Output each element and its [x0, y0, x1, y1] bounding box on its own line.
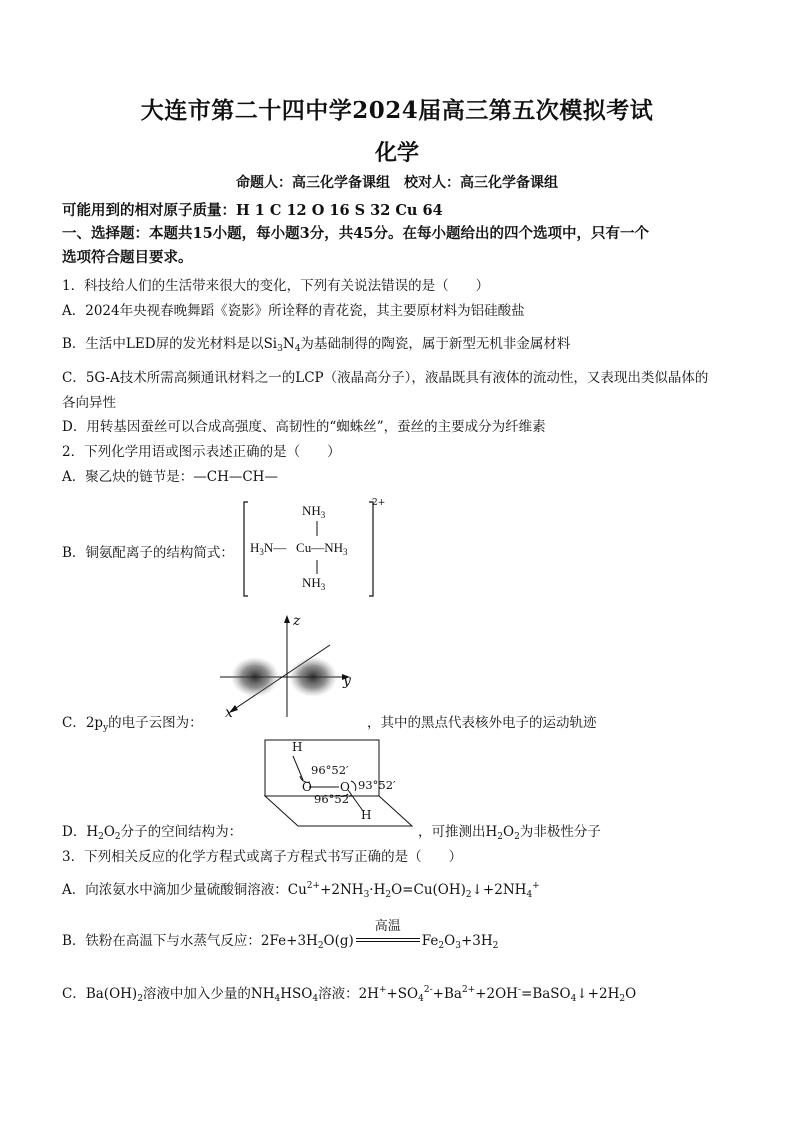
h3n-h: H — [250, 540, 260, 555]
q1-b-sub1: 3 — [277, 344, 283, 354]
angle-label-1: 96°52′ — [311, 763, 349, 777]
orbital-svg — [215, 615, 360, 725]
cu-center: Cu — [296, 540, 312, 555]
exam-title: 大连市第二十四中学2024届高三第五次模拟考试 — [140, 97, 654, 124]
copper-ammine-structure — [242, 500, 377, 598]
equals-sign — [356, 938, 420, 942]
q3-a-1: A．向浓氨水中滴加少量硫酸铜溶液：Cu — [62, 882, 307, 898]
q3-a-sup: 2+ — [306, 881, 321, 891]
q3-c-1: C．Ba(OH) — [62, 986, 138, 1002]
atomic-mass-line: 可能用到的相对原子质量：H 1 C 12 O 16 S 32 Cu 64 — [62, 202, 443, 219]
h2o2-o-right: O — [340, 780, 350, 794]
q2-option-b-label: B．铜氨配离子的结构简式： — [62, 545, 234, 561]
q2-c-sub: y — [103, 723, 109, 733]
q2-d-post: 分子的空间结构为： — [120, 824, 243, 840]
q3-option-a: A．向浓氨水中滴加少量硫酸铜溶液：$Cu^{2+}+2NH_3\cdot H_2O=Cu(OH)_2↓+2NH_4^+$ — [62, 881, 540, 900]
condition-text: 高温 — [374, 919, 401, 934]
q1-option-d: D．用转基因蚕丝可以合成高强度、高韧性的“蜘蛛丝”，蚕丝的主要成分为纤维素 — [62, 419, 546, 435]
q3-c-7: +2OH — [475, 986, 518, 1002]
h2o2-h-top: H — [292, 740, 303, 754]
axis-y-label: y — [343, 673, 351, 689]
nh3-top-text: NH — [302, 503, 321, 518]
nh3-bottom-text: NH — [302, 575, 321, 590]
q3-stem: 3．下列相关反应的化学方程式或离子方程式书写正确的是（ ） — [62, 849, 463, 865]
nh3-bottom: $NH_3$ — [302, 575, 326, 592]
q2-d-pre: D．H — [62, 824, 99, 840]
q3-c-4: 溶液：2H — [318, 986, 379, 1002]
q3-b-2: O(g) — [323, 933, 354, 949]
ammine-row: $H_3N—$ $Cu—NH_3$ — [250, 540, 348, 557]
q1-b-text3: 为基础制得的陶瓷，属于新型无机非金属材料 — [300, 336, 571, 352]
q3-c-8: =BaSO — [521, 986, 571, 1002]
axis-x-label: x — [225, 705, 233, 721]
q3-a-4: O=Cu(OH) — [391, 882, 466, 898]
q3-c-5: +SO — [386, 986, 419, 1002]
q2-d-tail-post: 为非极性分子 — [519, 824, 601, 840]
complex-charge: 2+ — [372, 498, 386, 508]
q3-c-6: +Ba — [432, 986, 462, 1002]
p-orbital-figure — [215, 615, 360, 725]
q3-a-sup2: + — [532, 881, 540, 891]
q2-option-c-tail: ，其中的黑点代表核外电子的运动轨迹 — [367, 715, 597, 731]
h2o2-h-bottom: H — [361, 808, 372, 822]
nh3-right: —NH — [311, 540, 343, 555]
section-heading-line1: 一、选择题：本题共15小题，每小题3分，共45分。在每小题给出的四个选项中，只有一个 — [62, 225, 649, 242]
q3-c-9: ↓+2H — [576, 986, 620, 1002]
q3-b-4: O — [444, 933, 456, 949]
q2-option-c-label — [62, 711, 203, 731]
h3n-n: N— — [263, 540, 287, 555]
q3-option-c: C．$Ba(OH)_2$溶液中加入少量的$NH_4HSO_4$溶液：$2H^++SO_4^{2-}+Ba^{2+}+2OH^-=BaSO_4↓+2H_2O$ — [62, 985, 637, 1004]
q2-c-post: 的电子云图为： — [108, 715, 203, 731]
q3-b-5: +3H — [460, 933, 493, 949]
q3-option-b: B．铁粉在高温下与水蒸气反应：$2Fe+3H_2O(g)$ 高温 $Fe_2O_3+3H_2$ — [62, 929, 498, 949]
authors-line: 命题人：高三化学备课组 校对人：高三化学备课组 — [236, 175, 558, 191]
angle-label-2: 96°52′ — [314, 792, 352, 806]
q1-stem: 1．科技给人们的生活带来很大的变化，下列有关说法错误的是（ ） — [62, 278, 490, 294]
q1-b-text1: B．生活中LED屏的发光材料是以Si — [62, 336, 278, 352]
q2-stem: 2．下列化学用语或图示表述正确的是（ ） — [62, 444, 341, 460]
q3-c-10: O — [625, 986, 637, 1002]
q3-a-2: +2NH — [320, 882, 364, 898]
q2-c-pre: C．2p — [62, 715, 104, 731]
q1-option-b — [62, 332, 570, 352]
q1-option-c-line1: C．5G-A技术所需高频通讯材料之一的LCP（液晶高分子），液晶既具有液体的流动性，又表现出类似晶体的 — [62, 370, 709, 386]
reaction-condition — [354, 919, 422, 949]
q2-option-d-label: D．$H_2O_2$分子的空间结构为： — [62, 824, 243, 842]
h2o2-o-left: O — [302, 780, 312, 794]
q1-b-sub2: 4 — [294, 344, 301, 354]
q1-b-text2: N — [282, 336, 295, 352]
subject-title: 化学 — [374, 140, 419, 166]
angle-label-3: 93°52′ — [358, 778, 396, 792]
h2o2-structure — [262, 738, 414, 830]
section-heading-line2: 选项符合题目要求。 — [62, 249, 193, 266]
nh3-top: $NH_3$ — [302, 503, 326, 520]
q2-d-tail-pre: ，可推测出H — [418, 824, 498, 840]
q3-a-5: ↓+2NH — [471, 882, 527, 898]
q3-c-3: HSO — [280, 986, 313, 1002]
q3-c-2: 溶液中加入少量的NH — [142, 986, 275, 1002]
q1-option-c-line2: 各向异性 — [62, 395, 116, 411]
q2-option-d-tail: ，可推测出$H_2O_2$为非极性分子 — [418, 824, 601, 842]
axis-z-label: z — [293, 613, 301, 629]
q2-option-a: A．聚乙炔的链节是：—CH—CH— — [62, 469, 278, 485]
q3-a-3: ·H — [369, 882, 386, 898]
q1-option-a: A．2024年央视春晚舞蹈《瓷影》所诠释的青花瓷，其主要原材料为铝硅酸盐 — [62, 303, 525, 319]
q3-b-3: Fe — [421, 933, 439, 949]
q3-b-1: B．铁粉在高温下与水蒸气反应：2Fe+3H — [62, 933, 318, 949]
